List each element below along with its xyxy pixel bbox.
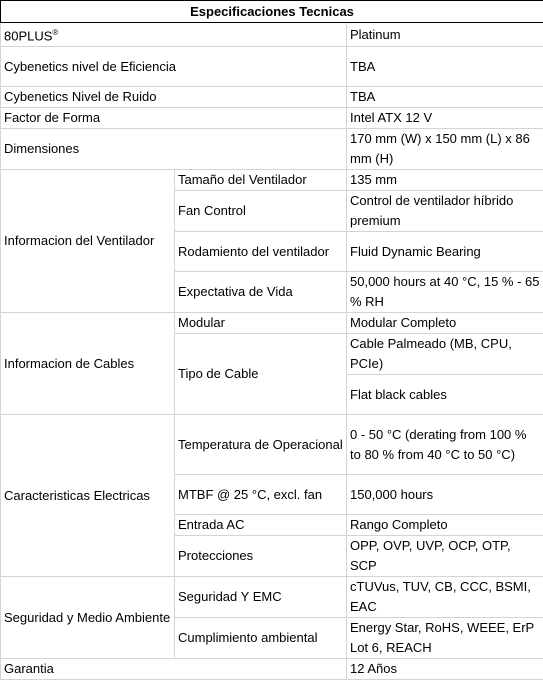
row-label-warranty: Garantia bbox=[1, 659, 347, 680]
row-value-80plus: Platinum bbox=[347, 23, 543, 47]
row-value-cable-type-1: Cable Palmeado (MB, CPU, PCIe) bbox=[347, 334, 543, 375]
row-label-mtbf: MTBF @ 25 °C, excl. fan bbox=[175, 475, 347, 515]
group-label-cables: Informacion de Cables bbox=[1, 313, 175, 415]
row-label-temperature: Temperatura de Operacional bbox=[175, 415, 347, 475]
row-value-ac-input: Rango Completo bbox=[347, 515, 543, 536]
row-value-form-factor: Intel ATX 12 V bbox=[347, 108, 543, 129]
row-value-fan-control: Control de ventilador híbrido premium bbox=[347, 191, 543, 232]
registered-mark: ® bbox=[52, 28, 58, 37]
row-label-dimensions: Dimensiones bbox=[1, 129, 347, 170]
row-value-cybenetics-efficiency: TBA bbox=[347, 47, 543, 87]
row-label-modular: Modular bbox=[175, 313, 347, 334]
row-label-fan-control: Fan Control bbox=[175, 191, 347, 232]
row-value-mtbf: 150,000 hours bbox=[347, 475, 543, 515]
row-value-cybenetics-noise: TBA bbox=[347, 87, 543, 108]
row-value-environmental: Energy Star, RoHS, WEEE, ErP Lot 6, REACH bbox=[347, 618, 543, 659]
row-value-cable-type-2: Flat black cables bbox=[347, 375, 543, 415]
row-value-safety-emc: cTUVus, TUV, CB, CCC, BSMI, EAC bbox=[347, 577, 543, 618]
row-value-warranty: 12 Años bbox=[347, 659, 543, 680]
row-label-80plus: 80PLUS® bbox=[1, 23, 347, 47]
row-label-form-factor: Factor de Forma bbox=[1, 108, 347, 129]
row-label-cybenetics-efficiency: Cybenetics nivel de Eficiencia bbox=[1, 47, 347, 87]
table-title: Especificaciones Tecnicas bbox=[1, 1, 543, 23]
row-label-cybenetics-noise: Cybenetics Nivel de Ruido bbox=[1, 87, 347, 108]
row-label-protections: Protecciones bbox=[175, 536, 347, 577]
row-label-safety-emc: Seguridad Y EMC bbox=[175, 577, 347, 618]
row-value-temperature: 0 - 50 °C (derating from 100 % to 80 % from 40 °C to 50 °C) bbox=[347, 415, 543, 475]
row-label-fan-life: Expectativa de Vida bbox=[175, 272, 347, 313]
group-label-fan: Informacion del Ventilador bbox=[1, 170, 175, 313]
row-value-fan-bearing: Fluid Dynamic Bearing bbox=[347, 232, 543, 272]
row-label-fan-bearing: Rodamiento del ventilador bbox=[175, 232, 347, 272]
group-label-electrical: Caracteristicas Electricas bbox=[1, 415, 175, 577]
row-label-fan-size: Tamaño del Ventilador bbox=[175, 170, 347, 191]
row-label-cable-type: Tipo de Cable bbox=[175, 334, 347, 415]
row-value-modular: Modular Completo bbox=[347, 313, 543, 334]
row-value-fan-life: 50,000 hours at 40 °C, 15 % - 65 % RH bbox=[347, 272, 543, 313]
row-value-fan-size: 135 mm bbox=[347, 170, 543, 191]
group-label-safety: Seguridad y Medio Ambiente bbox=[1, 577, 175, 659]
row-label-ac-input: Entrada AC bbox=[175, 515, 347, 536]
row-value-dimensions: 170 mm (W) x 150 mm (L) x 86 mm (H) bbox=[347, 129, 543, 170]
row-label-environmental: Cumplimiento ambiental bbox=[175, 618, 347, 659]
row-value-protections: OPP, OVP, UVP, OCP, OTP, SCP bbox=[347, 536, 543, 577]
